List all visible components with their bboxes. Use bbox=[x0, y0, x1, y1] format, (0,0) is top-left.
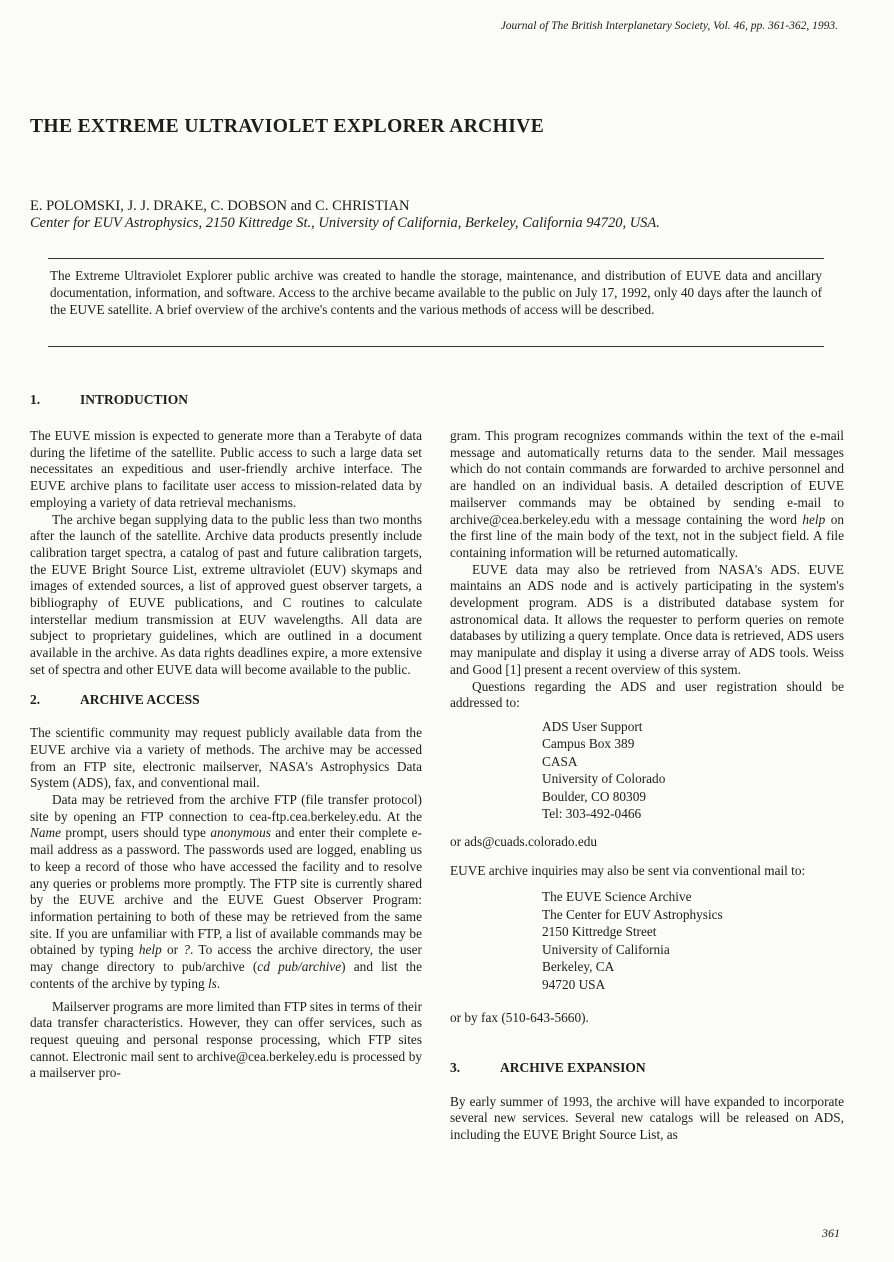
abstract-bottom-rule bbox=[48, 346, 824, 347]
address-line: University of Colorado bbox=[542, 771, 666, 787]
euve-address-block bbox=[542, 888, 844, 993]
section-heading-archive-expansion bbox=[450, 1060, 844, 1077]
section-heading-introduction bbox=[30, 392, 188, 408]
access-paragraph-2: Data may be retrieved from the archive FTP (file transfer protocol) site by opening an FTP connection to cea-ftp.cea.berkeley.edu. At the Name prompt, users should type anonymous and enter their complete e-mail address as a password. The passwords used are logged, enabling us to keep a record of those who have accessed the facility and to resolve any queries or problems more promptly. The FTP site is currently shared by the EUVE archive and the EUVE Guest Observer Program: information pertaining to both of these may be retrieved from the same site. If you are unfamiliar with FTP, a list of available commands may be obtained by typing help or ?. To access the archive directory, the user may change directory to pub/archive (cd pub/archive) and list the contents of the archive by typing ls. bbox=[30, 792, 422, 991]
address-line: The EUVE Science Archive bbox=[542, 889, 692, 905]
affiliation: Center for EUV Astrophysics, 2150 Kittredge St., University of California, Berkeley, California 94720, USA. bbox=[30, 215, 660, 231]
abstract: The Extreme Ultraviolet Explorer public archive was created to handle the storage, maintenance, and distribution of EUVE data and ancillary documentation, information, and software. Access to the archive became available to the public on July 17, 1992, only 40 days after the launch of the EUVE satellite. A brief overview of the archive's contents and the various methods of access will be described. bbox=[50, 268, 822, 317]
page-number: 361 bbox=[822, 1226, 840, 1240]
left-column bbox=[30, 428, 422, 1082]
address-line: Berkeley, CA bbox=[542, 959, 615, 975]
fax-line: or by fax (510-643-5660). bbox=[450, 1010, 589, 1026]
section-heading-archive-access bbox=[30, 692, 422, 709]
address-line: University of California bbox=[542, 941, 670, 957]
access-paragraph-3: Mailserver programs are more limited than FTP sites in terms of their data transfer characteristics. However, they can offer services, such as request queuing and personal response processing, which FTP sites cannot. Electronic mail sent to archive@cea.berkeley.edu is processed by a mailserver pro- bbox=[30, 998, 422, 1081]
address-line: Campus Box 389 bbox=[542, 736, 635, 752]
ads-questions-paragraph: Questions regarding the ADS and user registration should be addressed to: bbox=[450, 678, 844, 711]
address-line: Tel: 303-492-0466 bbox=[542, 806, 642, 822]
ads-paragraph: EUVE data may also be retrieved from NASA's ADS. EUVE maintains an ADS node and is actively participating in the system's development program. ADS is a distributed database system for astronomical data. It allows the requester to perform queries on remote databases by utilizing a query template. Once data is retrieved, ADS users may manipulate and display it using a diverse array of ADS tools. Weiss and Good [1] present a recent overview of this system. bbox=[450, 561, 844, 677]
section-number: 3. bbox=[450, 1060, 461, 1076]
intro-paragraph-2: The archive began supplying data to the public less than two months after the launch of the satellite. Archive data products presently include calibration target spectra, a catalog of past and future calibration targets, the EUVE Bright Source List, extreme ultraviolet (EUV) skymaps and images of extended sources, a list of approved guest observer targets, a bibliography of EUVE publications, and C routines to calculate interstellar medium transmission at EUV wavelengths. All data are subject to proprietary guidelines, which are outlined in a document available in the archive. As data rights deadlines expire, a more extensive set of spectra and other EUVE data will become available to the public. bbox=[30, 511, 422, 677]
address-line: 94720 USA bbox=[542, 976, 606, 992]
ads-address-block bbox=[542, 718, 844, 823]
address-line: CASA bbox=[542, 753, 578, 769]
author-list: E. POLOMSKI, J. J. DRAKE, C. DOBSON and C. CHRISTIAN bbox=[30, 198, 410, 214]
section-title: INTRODUCTION bbox=[80, 392, 189, 407]
section-number: 1. bbox=[30, 392, 41, 407]
expansion-paragraph-1: By early summer of 1993, the archive will have expanded to incorporate several new services. Several new catalogs will be released on ADS, including the EUVE Bright Source List, as bbox=[450, 1093, 844, 1143]
address-line: The Center for EUV Astrophysics bbox=[542, 906, 723, 922]
mailserver-paragraph: gram. This program recognizes commands within the text of the e-mail message and automatically returns data to the sender. Mail messages which do not contain commands are forwarded to archive personnel and are handled on an individual basis. A detailed description of EUVE mailserver commands may be obtained by sending e-mail to archive@cea.berkeley.edu with a message containing the word help on the first line of the main body of the text, not in the subject field. A file containing information will be returned automatically. bbox=[450, 428, 845, 560]
abstract-top-rule bbox=[48, 258, 824, 259]
right-column bbox=[450, 428, 844, 1144]
section-title: ARCHIVE ACCESS bbox=[80, 691, 200, 707]
paper-title: THE EXTREME ULTRAVIOLET EXPLORER ARCHIVE bbox=[30, 116, 545, 137]
intro-paragraph-1: The EUVE mission is expected to generate more than a Terabyte of data during the lifetime of the satellite. Public access to such a large data set necessitates an expeditious and user-friendly archive interface. The EUVE archive plans to facilitate user access to mission-related data by employing a variety of data retrieval mechanisms. bbox=[30, 428, 422, 510]
section-number: 2. bbox=[30, 691, 41, 707]
mail-intro-paragraph: EUVE archive inquiries may also be sent via conventional mail to: bbox=[450, 862, 806, 878]
address-line: Boulder, CO 80309 bbox=[542, 788, 646, 804]
ads-email-line: or ads@cuads.colorado.edu bbox=[450, 833, 598, 849]
address-line: ADS User Support bbox=[542, 718, 643, 734]
journal-reference: Journal of The British Interplanetary Society, Vol. 46, pp. 361-362, 1993. bbox=[500, 20, 838, 32]
section-title: ARCHIVE EXPANSION bbox=[500, 1060, 646, 1076]
address-line: 2150 Kittredge Street bbox=[542, 924, 657, 940]
access-paragraph-1: The scientific community may request publicly available data from the EUVE archive via a variety of methods. The archive may be accessed from an FTP site, electronic mailserver, NASA's Astrophysics Data System (ADS), fax, and conventional mail. bbox=[30, 725, 422, 791]
